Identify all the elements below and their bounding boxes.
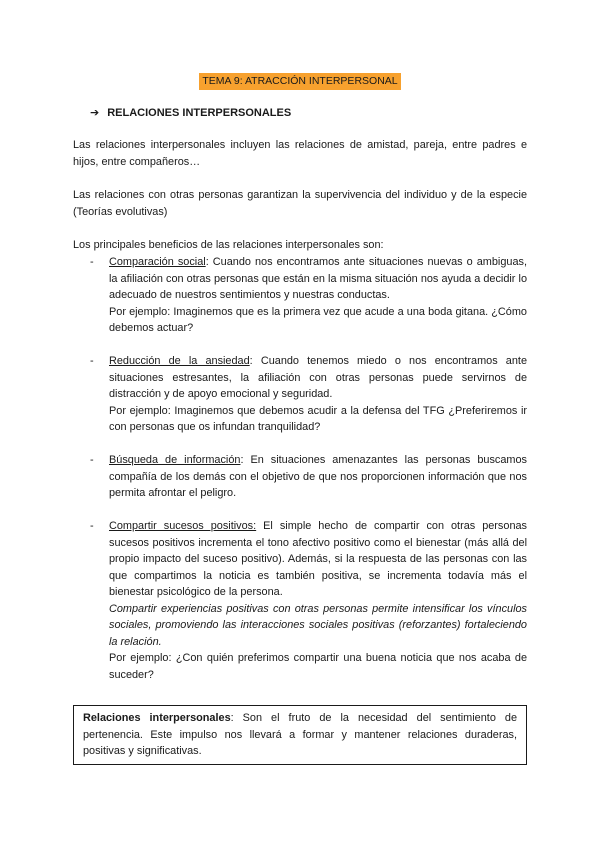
benefit-example: Por ejemplo: Imaginemos que es la primera vez que acude a una boda gitana. ¿Cómo debemos actuar? — [109, 305, 527, 334]
section-heading-text: RELACIONES INTERPERSONALES — [107, 107, 292, 119]
list-dash: - — [90, 355, 94, 367]
benefit-term: Reducción de la ansiedad — [109, 355, 250, 367]
definition-text: : Son el fruto de la necesidad del sentimiento de pertenencia. Este impulso nos llevará a formar y mantener relaciones duraderas, positivas y significativas. — [83, 712, 517, 757]
paragraph-survival: Las relaciones con otras personas garantizan la supervivencia del individuo y de la especie (Teorías evolutivas) — [73, 189, 527, 218]
benefits-list — [73, 254, 527, 683]
benefit-description: El simple hecho de compartir con otras personas sucesos positivos incrementa el tono afectivo positivo como el bienestar (más allá del propio impacto del suceso positivo). Además, si la respuesta de las personas con las que compartimos la noticia es también positiva, se incrementa todavía más el bienestar psicológico de la persona. — [109, 520, 527, 598]
list-item — [73, 353, 527, 436]
definition-box — [73, 705, 527, 765]
list-item — [73, 254, 527, 337]
benefit-text — [109, 353, 527, 403]
benefit-italic-note: Compartir experiencias positivas con otras personas permite intensificar los vínculos sociales, promoviendo las interacciones sociales positivas (reforzantes) fortaleciendo la relación. — [109, 602, 527, 648]
benefit-separator: : — [240, 454, 244, 466]
list-dash: - — [90, 520, 94, 532]
list-item — [73, 518, 527, 683]
list-item — [73, 452, 527, 502]
list-dash: - — [90, 454, 94, 466]
benefit-term: Comparación social — [109, 256, 206, 268]
title-wrapper — [0, 71, 600, 90]
benefit-text — [109, 254, 527, 304]
paragraph-benefits-intro: Los principales beneficios de las relaciones interpersonales son: — [73, 239, 384, 251]
page-title: TEMA 9: ATRACCIÓN INTERPERSONAL — [199, 73, 400, 90]
benefit-example: Por ejemplo: ¿Con quién preferimos compartir una buena noticia que nos acaba de suceder? — [109, 652, 527, 681]
benefit-description: Cuando nos encontramos ante situaciones nuevas o ambiguas, la afiliación con otras personas que están en la misma situación nos ayuda a decidir lo adecuado de nuestros sentimientos y nuestras conductas. — [109, 256, 527, 301]
benefit-description: Cuando tenemos miedo o nos encontramos ante situaciones estresantes, la afiliación con otras personas puede servirnos de distracción y de apoyo emocional y seguridad. — [109, 355, 527, 400]
section-heading — [90, 106, 291, 120]
arrow-icon: ➔ — [90, 107, 100, 119]
benefit-description: En situaciones amenazantes las personas buscamos compañía de los demás con el objetivo de que nos proporcionen información que nos permita afrontar el peligro. — [109, 454, 527, 499]
list-dash: - — [90, 256, 94, 268]
benefit-text — [109, 518, 527, 601]
benefit-term: Búsqueda de información — [109, 454, 241, 466]
benefit-term: Compartir sucesos positivos: — [109, 520, 257, 532]
benefit-separator: : — [249, 355, 253, 367]
paragraph-intro: Las relaciones interpersonales incluyen las relaciones de amistad, pareja, entre padres e hijos, entre compañeros… — [73, 139, 527, 168]
benefit-text — [109, 452, 527, 502]
benefit-example: Por ejemplo: Imaginemos que debemos acudir a la defensa del TFG ¿Preferiremos ir con personas que os infundan tranquilidad? — [109, 404, 527, 433]
benefit-separator: : — [205, 256, 209, 268]
definition-term: Relaciones interpersonales — [83, 712, 231, 724]
